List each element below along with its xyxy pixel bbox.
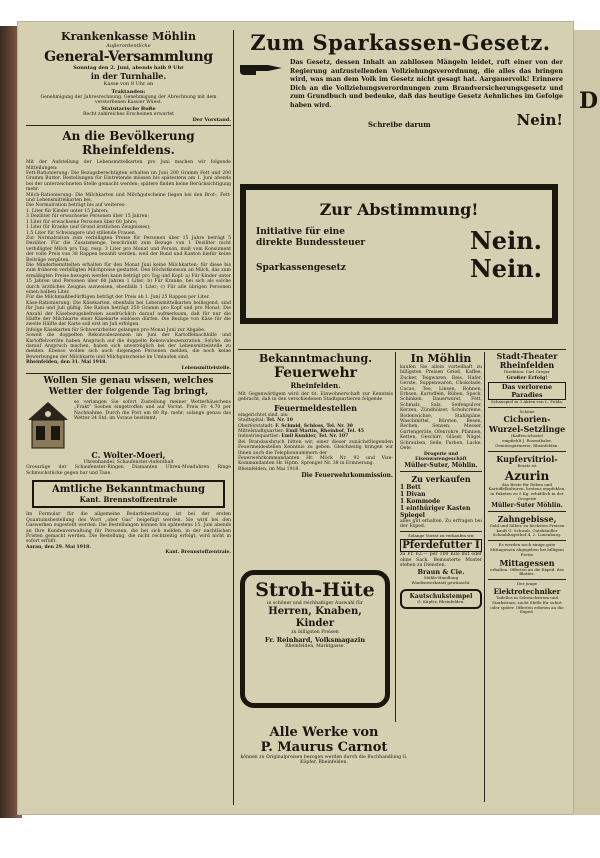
- kk-traktanden-head: Traktanden:: [111, 89, 146, 95]
- bev-paragraph: Zur Normalration zum verbilligten Preise für Personen über 15 Jahre beträgt 5 Deziliter. Für die Zusatzmenge, beschränkt zum Bezuge von 1 Deziliter nicht verbilligter Milch pro Tag, resp. 3 Liter pro Monat und Person, muß vom Konsument der volle Preis von 38 Rappen bezahlt werden, weil der Bund und Kanton hiefür keine Beiträge vergüten.: [26, 235, 231, 263]
- bev-body: [26, 160, 231, 360]
- bev-paragraph: Fett-Rationierung: Die Bezugsberechtigten erhalten im Juni 200 Gramm Fett und 200 Gramm Butter. Bestellungen für Eintretende müssen bis spätestens am 1. Juni abends bei der unterzeichneten Stelle gemacht werden; spätere finden keine Berücksichtigung mehr.: [26, 171, 231, 193]
- verk-title: Zu verkaufen: [411, 473, 471, 484]
- bev-paragraph: Mit der Aufstellung der Lebensmittelkarten pro Juni machen wir folgende Mitteilungen:: [26, 160, 231, 171]
- wetter-body: so verlangen Sie sofort Zustellung meiner Wetterhäuschens „Frakt“ Soeben eingetroffen und auf Vorrat. Preis Fr. 4.70 per Nachnahme. Durch die Post um 80 Rp. mehr, solange genau das Wetter 24 Std. im Voraus bestimmt.: [74, 400, 231, 422]
- verk-item: 1 Divan: [400, 490, 426, 498]
- bev-paragraph: 1 Liter für erwachsene Personen über 60 Jahre;: [26, 219, 138, 225]
- abstimmung-section: [240, 184, 558, 344]
- theater-play: Das verlorene Paradies: [488, 382, 566, 400]
- theater-dir: Direktion: Carl Greger: [504, 369, 550, 374]
- werke-name: P. Maurus Carnot: [260, 740, 388, 755]
- stroh-who: Herren, Knaben, Kinder: [268, 606, 362, 630]
- bev-stelle: Lebensmittelstelle.: [181, 365, 231, 371]
- bev-paragraph: Die Normalration beträgt bis auf weiteres:: [26, 203, 126, 209]
- kupf-title: Kupfervitriol-: [496, 453, 558, 464]
- rule: [400, 531, 482, 532]
- moehlin-section: [400, 352, 482, 802]
- moehlin-firm2: Müller-Suter, Möhlin.: [404, 461, 478, 469]
- moehlin-firm1: Drogerie und Eisenwarengeschäft: [415, 451, 467, 462]
- rule: [488, 511, 566, 512]
- zich-sub: (Kaffeecichorie): [510, 433, 544, 439]
- kk-gv: General-Versammlung: [44, 49, 213, 65]
- sparkassen-section: [238, 30, 563, 190]
- stempel-box: [400, 589, 482, 609]
- kk-kasse: Kasse von 8 Uhr an: [103, 81, 154, 87]
- firm3-c: Windenwerkstatt gewünscht.: [411, 580, 471, 586]
- werke-tail: können zu Originalpreisen bezogen werden durch die Buchhandlung G. Küpfer, Rheinfelden.: [240, 755, 408, 766]
- amtl-title: Amtliche Bekanntmachung: [51, 484, 206, 496]
- rule: [488, 579, 566, 580]
- verk-item: Spiegel: [400, 511, 425, 519]
- verk-items: [400, 484, 482, 519]
- wetter-tail: Grosszüge der Schaufenster-Ringen Diamanten Uhren-Monduhren Ringe Schmuckstücke gegen bar und Taxe.: [26, 465, 231, 476]
- rule: [238, 349, 566, 350]
- feuer-rows: [238, 418, 393, 440]
- bev-sign: Rheinfelden, den 31. Mai 1918.: [26, 360, 107, 366]
- moehlin-title: In Möhlin: [410, 352, 472, 365]
- mitt-tail: erhalten. Offerten an die Exped. des Blattes.: [490, 566, 564, 577]
- rule: [400, 471, 482, 472]
- bev-paragraph: Infolge Käsekarten für Schwerarbeiter gelangen pro Monat Juni zur Abgabe.: [26, 327, 206, 333]
- stroh-firm: Fr. Reinhard, Volksmagazin: [264, 635, 366, 644]
- kk-sign: Der Vorstand.: [192, 117, 231, 124]
- feuer-sign: Die Feuerwehrkommission.: [301, 472, 393, 480]
- abst-nein-2: Nein.: [469, 254, 542, 283]
- bev-paragraph: 1 Liter für Kranke (auf Grund ärztlichen Zeugnisses);: [26, 225, 151, 231]
- feuer-intro: Mit Gegenwärtigem wird der tit. Einwohnerschaft zur Kenntnis gebracht, daß in den verschiedenen Stadtquartieren folgende: [238, 392, 393, 403]
- feuer-place: Rheinfelden.: [290, 381, 341, 390]
- right-column: [488, 352, 566, 807]
- kk-subtitle: Außerordentliche: [106, 43, 151, 49]
- firm3: Braun & Cie.: [417, 568, 465, 577]
- amtl-body: Im Formular für die allgemeine Bedarfsbestellung ist bei der ersten Quantumsbestellung des Wort „ober Gas“ beigefügt werden. Sie wird bei den Gaswerken zugestellt werden. Die Bestellungen können bis spätestens 15. Juni abends an Ihre Kundenverwaltung für Personen, die bei sich melden, in der nachtlichen Fristen gemacht werden. Die Bestellung, die nicht rechtzeitig erfolgt, wird nicht in sofort erfüllt.: [26, 512, 231, 545]
- zich-title: Cichorien-Wurzel-Setzlinge: [488, 414, 566, 435]
- abst-nein-1: Nein.: [469, 226, 542, 255]
- strohhuete-section: [240, 570, 390, 720]
- spar-schreibe: Schreibe darum: [368, 119, 431, 129]
- amtl-stelle: Kant. Brennstoffzentrale.: [165, 550, 231, 556]
- stempel-title: Kautschukstempel: [409, 592, 473, 600]
- zich-pre: Schöne: [519, 408, 535, 414]
- column-rule: [233, 30, 234, 805]
- rule: [488, 540, 566, 541]
- weatherhouse-icon: [26, 400, 70, 450]
- stempel-firm: G. Küpfer, Rheinfelden.: [417, 598, 465, 604]
- spar-title: Zum Sparkassen-Gesetz.: [250, 30, 551, 55]
- pferd-pre: Solange Vorrat zu verkaufen wir: [408, 533, 474, 539]
- firm3-b: Mühle-Handlung: [423, 575, 459, 581]
- spar-nein: Nein!: [516, 110, 563, 129]
- wetter-firm: C. Wolter-Moeri,: [91, 450, 166, 461]
- adjacent-page: D: [573, 30, 600, 815]
- bev-title: An die Bevölkerung Rheinfeldens.: [62, 129, 195, 158]
- elek-title: Elektrotechniker: [493, 586, 561, 596]
- milch-body: Es werden noch einige gute Mittagessen abgegeben bei billigem Preise: [490, 542, 564, 557]
- spar-body: Das Gesetz, dessen Inhalt an zahllosen Mängeln leidet, ruft einer von der Regierung aufzustellenden Vollziehungsverordnung, die alles das bringen wird, was man dem Volk im Gesetz nicht gesagt hat. Aargauervolk! Erinnere Dich an die Vollziehungsverordnungen zum Brandversicherungsgesetz und zum Grundbuch und bedenke, daß das heutige Gesetz Aehnliches im Gefolge haben wird.: [290, 59, 563, 109]
- kk-traktanden: Genehmigung der Jahresrechnung. Genehmigung der Abrechnung mit dem verstorbenen Kassier Wüest.: [40, 95, 217, 106]
- kk-busse: Statutarische Buße: [101, 105, 156, 112]
- feuer-row-value: Emil Martin, Rheinhof, Tel. 45: [285, 429, 364, 435]
- wetter-firm2: Uhrenhandel, Schaufenster-Aufenthalt: [83, 460, 174, 466]
- feuer-row-label: Industriequartier:: [238, 434, 282, 440]
- mitt-title: Mittagessen: [499, 557, 555, 568]
- feuer-einger: eingerichtet sind, als:: [238, 412, 289, 418]
- zich-body: empfiehlt J. Rosenthaler, Gemüsegärtnerei, Rheinfelden.: [495, 438, 559, 448]
- bev-paragraph: Milch-Rationierung: Die Milchkarten und Milchgutscheine liegen bei den Brot-, Fett- und Lebensmittelkarten bei.: [26, 192, 231, 204]
- feuer-row-label: Stadtspital:: [238, 418, 267, 424]
- kupf-sub: Ersatz ist: [517, 462, 537, 468]
- abst-title: Zur Abstimmung!: [319, 200, 479, 219]
- feuer-row-label: Oberforststadt:: [238, 423, 276, 429]
- column-rule: [395, 352, 396, 722]
- rule: [26, 125, 231, 126]
- kk-title: Krankenkasse Möhlin: [61, 30, 196, 43]
- feuer-date: Rheinfelden, im Mai 1918.: [238, 466, 300, 472]
- pferd-body: zu Fr. 62.— per 100 Kilo mit oder ohne Sack. Bemusterte Muster stehen zu Diensten.: [400, 552, 482, 568]
- elek-pre: Der junge: [516, 581, 538, 587]
- bev-paragraph: Die Minderbemittelten erhalten für den Monat Juni keine Milchkarten; für diese bis zum früheren verbilligten Milchpreise gestattet. Den Höchstkonsum an Milch, das zum ermäßigten Preise bezogen werden kann beträgt pro Tag und Kopf: a) Für Kinder unter 15 Jahren und Personen über 60 Jahren 1 Liter; b) Für Kranke, bei sich als solche durch ärztliches Zeugnis ausweisen, ebenfalls 1 Liter; c) Für alle übrigen Personen einen halben Liter.: [26, 262, 231, 295]
- newspaper-page: [18, 22, 573, 814]
- bev-paragraph: Soweit die doppelten Rekonvaleszenzen im Juni der Kartoffelnachhilfe und Kartoffelvorräte haben Anspruch auf die doppelte Rekonvaleszenzration. Solche, die darauf Anspruch machen, haben sich unverzüglich bei der Lebensmittelstelle zu melden. Ebenso wollen sich auch diejenigen Personen melden, die noch keine Bewerbungen der Milchkarte und Milchgutscheine im Umlaufen sind.: [26, 333, 231, 360]
- feuer-bek: Bekanntmachung.: [258, 352, 373, 365]
- bev-paragraph: Käse-Rationierung: Die Käsekarten, ebenfalls bei Lebensmittelkarten beiliegend, sind für Juni und Juli gültig. Die Ration beträgt 250 Gramm pro Kopf und pro Monat. Die Anzahl der Käsebezugsbefreien ausdrücklich darauf aufmerksam, daß für nur die Hälfte der Milchkarte einer Käsekarte einlösen dürfen. Die Bezüge von Käse für die zweite Hälfte der Karte soll erst im Juli erfolgen.: [26, 300, 231, 328]
- stroh-title: Stroh-Hüte: [255, 579, 375, 601]
- feuerwehr-section: [238, 352, 393, 562]
- feuer-melde: Feuermeldestellen: [273, 402, 357, 413]
- amtl-box: [32, 480, 225, 508]
- amtl-sign: Aarau, den 29. Mai 1918.: [26, 544, 91, 550]
- feuer-row-value: Tel. Nr. 10: [266, 418, 293, 424]
- verk-item: 1 Bett: [400, 483, 421, 491]
- kk-where: in der Turnhalle.: [90, 71, 167, 81]
- kupf-name: Azurin: [504, 468, 550, 483]
- feuer-body2: Bei Brandausbruch bitten wir, einer dieser zunächstliegenden Feuermeldestellen Kenntnis zu geben. Gleichzeitig bringen wir Ihnen auch die Telephonnummern der: [238, 439, 393, 456]
- pferd-title: Pferdefutter I: [400, 539, 482, 552]
- zahn-body: Gold und Silber, zu höchsten Preisen kauft G. Schwab, Gutshändler Schaublingerhof 4, 2. Lonenburg.: [489, 522, 565, 538]
- feuer-kommand: Feuerwehrkommandanten Hr. Möck Nr. 92 und Vize-Kommandanten Hr. Hptm. Sprenger Nr. 38 in Erinnerung.: [238, 456, 393, 467]
- feuer-row-value: Emil Kunkler, Tel. Nr. 107: [281, 434, 349, 440]
- verk-tail: alles gut erhalten. Zu erfragen bei der Exped.: [400, 518, 482, 529]
- rule: [26, 373, 231, 374]
- amtl-sub: Kant. Brennstoffzentrale: [79, 495, 178, 505]
- verk-item: 1 einthüriger Kasten: [400, 504, 471, 512]
- verk-item: 1 Kommode: [400, 497, 441, 505]
- feuer-row-label: Mittelstadtquartier:: [238, 429, 286, 435]
- kk-when: Sonntag den 2. Juni, abends halb 9 Uhr: [73, 65, 184, 71]
- bev-paragraph: Für die Milchmaßbedürftigen beträgt der Preis ab 1. Juni 25 Rappen per Liter.: [26, 295, 210, 301]
- feuer-row-value: F. Schmid, Schloss, Tel. Nr. 30: [275, 423, 353, 429]
- kk-end: Recht zahlreiches Erscheinen erwartet: [83, 111, 174, 117]
- wetter-title: Wollen Sie genau wissen, welches Wetter der folgende Tag bringt,: [43, 376, 214, 398]
- moehlin-body: kaufen Sie allein vorteilhaft zu billigsten Preisen Grieß, Kaffee, Zucker, Teigwaren, Reis, Hafer, Gerste, Suppenwaren, Chokolade, Cacao, Tee, Linsen, Bohnen, Erbsen, Kartoffeln, Rüben, Speck, Schinken, Dauerwurst, Fett, Schmalz, Salz, Seifenpulver, Kerzen, Zündhölzer, Schuhcrème, Bodenwichse, Stahlspäne, Waschmittel, Bürsten, Besen, Rechen, Sensen, Messer, Gartengeräte, Ofenrohre, Pfannen, Ketten, Geschirr, Gläser, Nägel, Schrauben, Seile, Farben, Lacke, Oele.: [400, 365, 482, 452]
- abst-ini: Initiative für eine direkte Bundessteuer: [256, 227, 366, 248]
- kupf-firm: Müller-Suter Möhlin.: [491, 501, 563, 509]
- bev-paragraph: 1. Liter für Kinder unter 15 Jahren;: [26, 208, 109, 214]
- bev-paragraph: 1,5 Liter für Schwangere und stillende Frauen.: [26, 230, 137, 236]
- werke-title: Alle Werke von: [269, 725, 379, 740]
- theater-title: Stadt-Theater Rheinfelden: [496, 352, 558, 370]
- zahn-title: Zahngebisse,: [497, 513, 557, 524]
- feuer-title: Feuerwehr: [273, 365, 358, 381]
- bev-paragraph: 3 Deziliter für erwachsene Personen über 15 Jahren;: [26, 214, 150, 220]
- rule: [488, 407, 566, 408]
- rule: [488, 451, 566, 452]
- theater-play-sub: Schauspiel in 3 Akten von L. Fulda.: [491, 398, 563, 404]
- werke-section: [240, 725, 408, 805]
- elek-body: Tadellos in Schwachstrom und Starkstrom, sucht Stelle für sofort oder später. Offerten erbeten an die Exped.: [490, 594, 564, 615]
- left-column: [26, 30, 231, 810]
- theater-erfolg: Großer Erfolg!: [506, 374, 548, 381]
- stroh-price: zu billigsten Preisen: [291, 630, 339, 636]
- stroh-place: Rheinfelden, Marktgasse.: [285, 643, 345, 649]
- kupf-body: das Beste für Reben und Kartoffelkulturen, bestens empfohlen, in Paketen zu 5 Kg. erhältlich in der Drogerie: [488, 481, 566, 501]
- pointing-hand-icon: [238, 59, 286, 79]
- abst-spar: Sparkassengesetz: [256, 263, 346, 273]
- column-rule: [484, 352, 485, 802]
- stroh-body: in schöner und reichhaltiger Auswahl für: [267, 601, 363, 606]
